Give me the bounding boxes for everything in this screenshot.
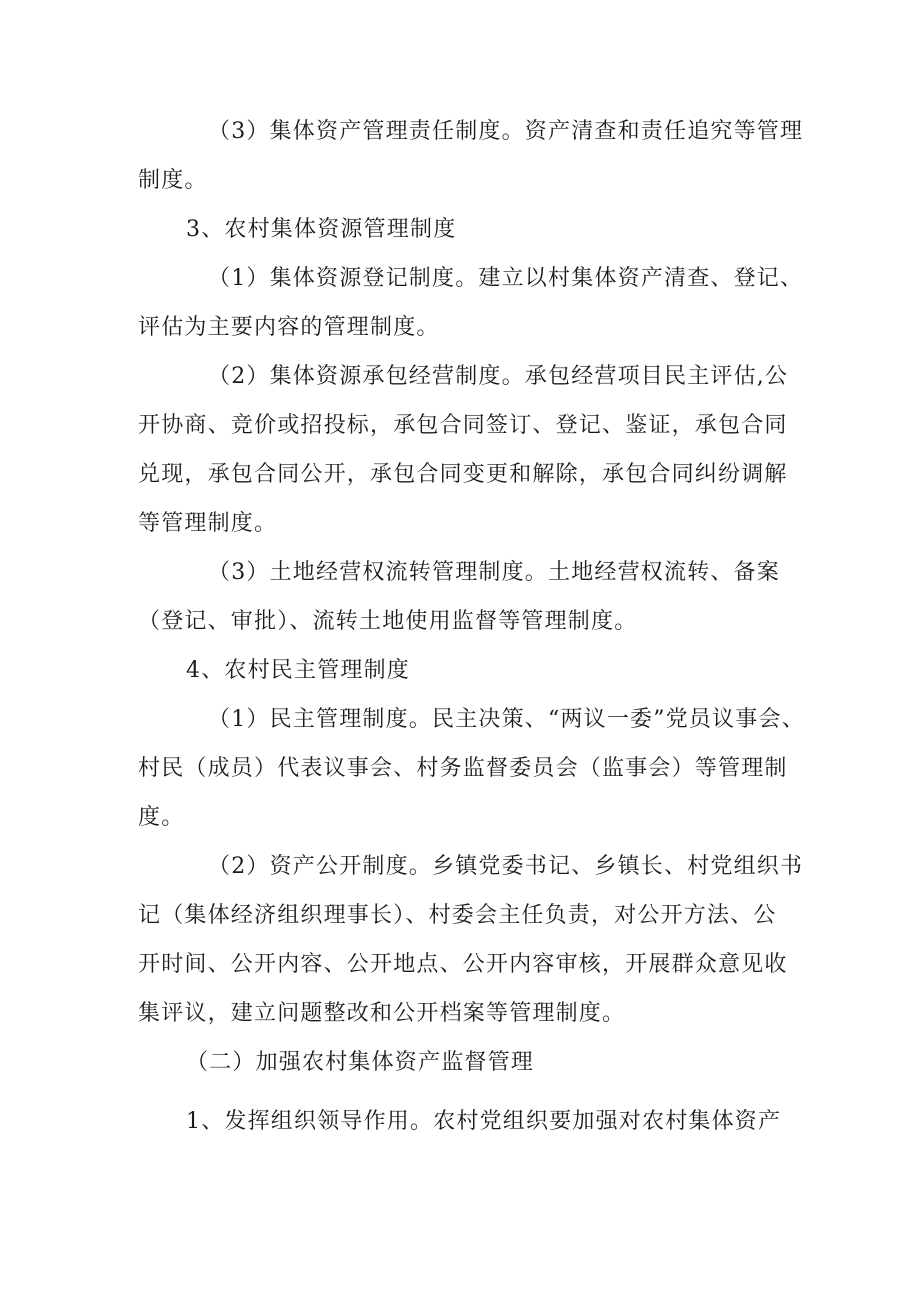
text-line: （2）资产公开制度。乡镇党委书记、乡镇长、村党组织书 bbox=[208, 854, 804, 879]
text-line: 制度。 bbox=[138, 168, 208, 193]
text-line: 等管理制度。 bbox=[138, 511, 278, 536]
text-line: 集评议，建立问题整改和公开档案等管理制度。 bbox=[138, 1001, 626, 1026]
text-line: （2）集体资源承包经营制度。承包经营项目民主评估,公 bbox=[208, 364, 789, 389]
text-line: 度。 bbox=[138, 805, 185, 830]
section-heading: 3、农村集体资源管理制度 bbox=[186, 217, 457, 242]
text-line: （1）集体资源登记制度。建立以村集体资产清查、登记、 bbox=[208, 266, 804, 291]
text-line: 开时间、公开内容、公开地点、公开内容审核，开展群众意见收 bbox=[138, 952, 788, 977]
text-line: 村民（成员）代表议事会、村务监督委员会（监事会）等管理制 bbox=[138, 756, 788, 781]
text-line: （登记、审批）、流转土地使用监督等管理制度。 bbox=[138, 609, 638, 634]
section-heading: （二）加强农村集体资产监督管理 bbox=[186, 1050, 535, 1075]
text-line: （3）集体资产管理责任制度。资产清查和责任追究等管理 bbox=[208, 119, 804, 144]
text-line: 兑现，承包合同公开，承包合同变更和解除，承包合同纠纷调解 bbox=[138, 462, 788, 487]
section-heading: 4、农村民主管理制度 bbox=[186, 658, 410, 683]
text-line: （1）民主管理制度。民主决策、“两议一委”党员议事会、 bbox=[208, 707, 805, 732]
text-line: 评估为主要内容的管理制度。 bbox=[138, 315, 440, 340]
text-line: 1、发挥组织领导作用。农村党组织要加强对农村集体资产 bbox=[186, 1109, 782, 1134]
text-line: （3）土地经营权流转管理制度。土地经营权流转、备案 bbox=[208, 560, 780, 585]
text-line: 记（集体经济组织理事长）、村委会主任负责，对公开方法、公 bbox=[138, 903, 777, 928]
text-line: 开协商、竞价或招投标，承包合同签订、登记、鉴证，承包合同 bbox=[138, 413, 788, 438]
